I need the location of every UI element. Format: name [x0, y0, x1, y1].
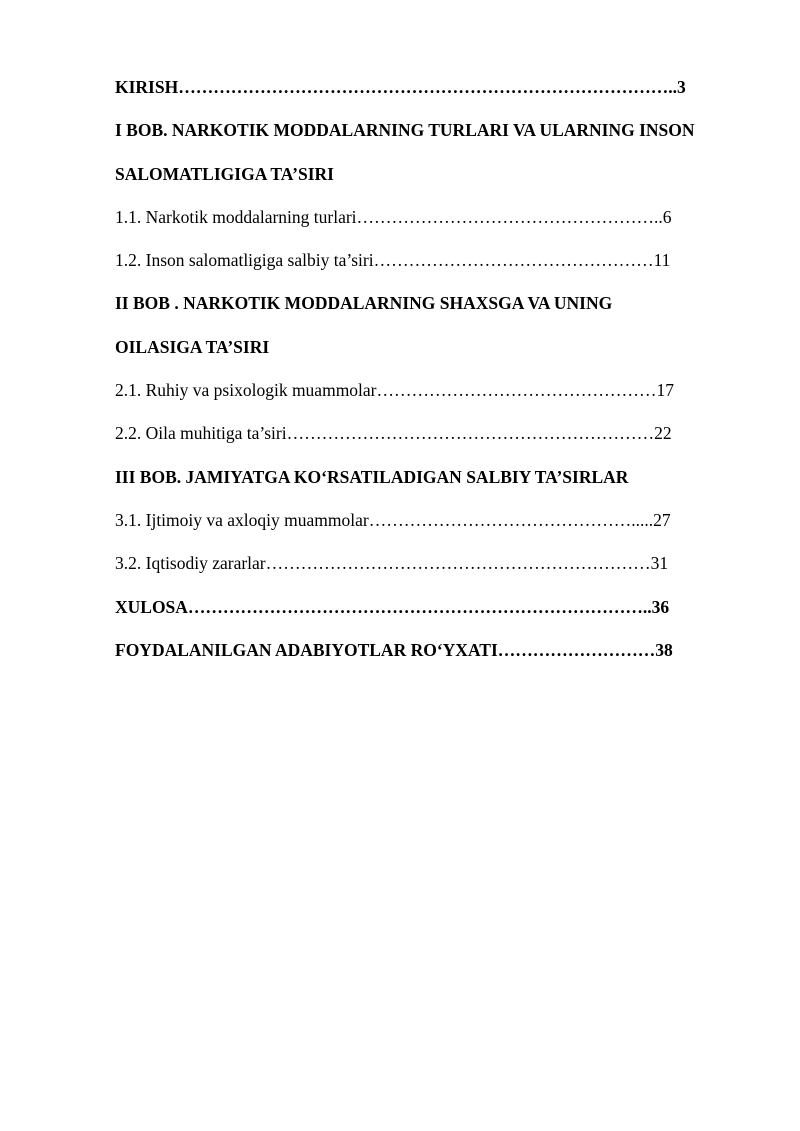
toc-section-2-1: 2.1. Ruhiy va psixologik muammolar…………………………………………17 [115, 380, 675, 401]
toc-chapter-1-title-line-2: SALOMATLIGIGA TA’SIRI [115, 163, 334, 184]
toc-entry-references: FOYDALANILGAN ADABIYOTLAR RO‘YXATI………………………38 [115, 639, 673, 660]
table-of-contents [115, 75, 755, 681]
toc-section-1-1: 1.1. Narkotik moddalarning turlari……………………………………………..6 [115, 206, 672, 227]
toc-chapter-2-title-line-1: II BOB . NARKOTIK MODDALARNING SHAXSGA VA UNING [115, 293, 613, 314]
toc-section-3-1: 3.1. Ijtimoiy va axloqiy muammolar……………………………………….....27 [115, 509, 671, 530]
toc-section-1-2: 1.2. Inson salomatligiga salbiy ta’siri…………………………………………11 [115, 250, 671, 271]
toc-section-3-2: 3.2. Iqtisodiy zararlar…………………………………………………………31 [115, 553, 669, 574]
toc-chapter-2-title-line-2: OILASIGA TA’SIRI [115, 336, 270, 357]
toc-entry-kirish: KIRISH…………………………………………………………………………..3 [115, 77, 686, 97]
toc-entry-xulosa: XULOSA……………………………………………………………………..36 [115, 596, 670, 617]
toc-section-2-2: 2.2. Oila muhitiga ta’siri………………………………………………………22 [115, 423, 672, 444]
toc-chapter-1-title-line-1: I BOB. NARKOTIK MODDALARNING TURLARI VA ULARNING INSON [115, 120, 695, 141]
toc-chapter-3-title: III BOB. JAMIYATGA KO‘RSATILADIGAN SALBIY TA’SIRLAR [115, 466, 629, 487]
